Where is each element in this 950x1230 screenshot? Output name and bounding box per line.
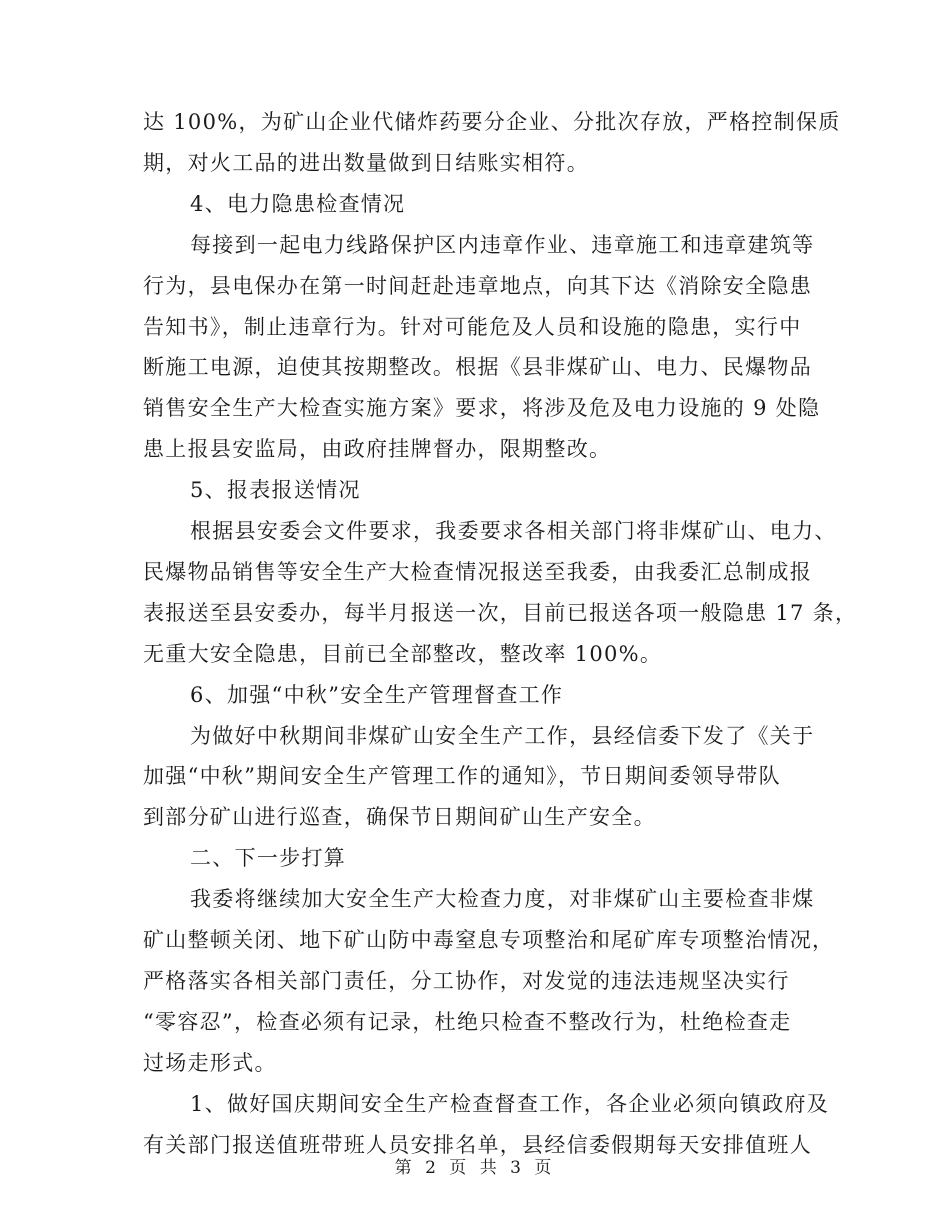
text-line: 告知书》，制止违章行为。针对可能危及人员和设施的隐患，实行中: [143, 314, 802, 339]
text-line: 每接到一起电力线路保护区内违章作业、违章施工和违章建筑等: [190, 232, 815, 257]
text-line: 矿山整顿关闭、地下矿山防中毒窒息专项整治和尾矿库专项整治情况，: [143, 928, 835, 952]
text-line: 有关部门报送值班带班人员安排名单，县经信委假期每天安排值班人: [143, 1132, 812, 1157]
text-line: 无重大安全隐患，目前已全部整改，整改率 100%。: [143, 641, 663, 666]
text-line: 严格落实各相关部门责任，分工协作，对发觉的违法违规坚决实行: [143, 968, 790, 993]
text-line: 为做好中秋期间非煤矿山安全生产工作，县经信委下发了《关于: [190, 723, 815, 748]
page-number-footer: 第 2 页 共 3 页: [394, 1158, 556, 1178]
section-heading: 5、报表报送情况: [190, 478, 361, 503]
text-line: 表报送至县安委办，每半月报送一次，目前已报送各项一般隐患 17 条，: [143, 600, 858, 625]
text-line: “零容忍”，检查必须有记录，杜绝只检查不整改行为，杜绝检查走: [143, 1009, 792, 1034]
text-line: 到部分矿山进行巡查，确保节日期间矿山生产安全。: [143, 805, 656, 830]
section-heading: 二、下一步打算: [190, 846, 347, 871]
text-line: 根据县安委会文件要求，我委要求各相关部门将非煤矿山、电力、: [190, 519, 837, 543]
text-line: 过场走形式。: [143, 1050, 277, 1075]
text-line: 销售安全生产大检查实施方案》要求，将涉及危及电力设施的 9 处隐: [143, 396, 821, 421]
text-line: 达 100%，为矿山企业代储炸药要分企业、分批次存放，严格控制保质: [143, 110, 841, 134]
text-line: 1、做好国庆期间安全生产检查督查工作，各企业必须向镇政府及: [190, 1091, 830, 1116]
text-line: 患上报县安监局，由政府挂牌督办，限期整改。: [143, 437, 612, 462]
text-line: 加强“中秋”期间安全生产管理工作的通知》，节日期间委领导带队: [143, 764, 781, 789]
text-line: 断施工电源，迫使其按期整改。根据《县非煤矿山、电力、民爆物品: [143, 355, 812, 380]
text-line: 行为，县电保办在第一时间赶赴违章地点，向其下达《消除安全隐患: [143, 273, 812, 298]
text-line: 我委将继续加大安全生产大检查力度，对非煤矿山主要检查非煤: [190, 887, 815, 912]
text-line: 期，对火工品的进出数量做到日结账实相符。: [143, 150, 589, 175]
section-heading: 6、加强“中秋”安全生产管理督查工作: [190, 682, 564, 707]
section-heading: 4、电力隐患检查情况: [190, 191, 406, 216]
text-line: 民爆物品销售等安全生产大检查情况报送至我委，由我委汇总制成报: [143, 559, 812, 584]
